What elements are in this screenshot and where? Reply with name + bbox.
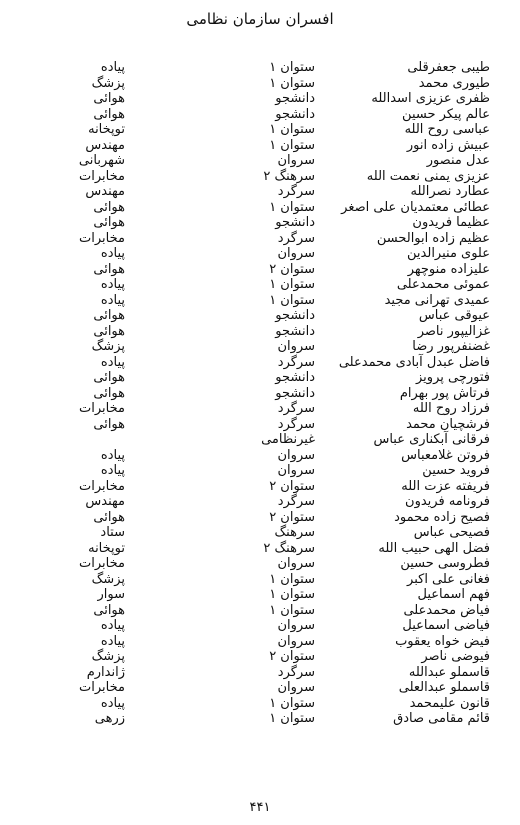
page-number: ۴۴۱ [249,800,271,815]
officer-name: عدل منصور [426,153,490,168]
roster-row [0,355,520,371]
officer-name: عالم پیکر حسین [402,106,490,122]
officer-name: فصیحی عباس [413,525,490,540]
officer-name: عبیش زاده انور [406,137,490,153]
officer-rank: سروان [277,463,315,478]
officer-name: فروتن غلامعباس [401,447,490,463]
roster-row [0,308,520,324]
officer-name: فرشچیان محمد [406,416,490,432]
officer-branch: توپخانه [88,122,125,137]
officer-branch: مخابرات [79,680,125,695]
officer-branch: هوائی [93,215,125,230]
officer-branch: هوائی [93,308,125,323]
officer-branch: مخابرات [79,556,125,571]
officer-branch: پیاده [100,633,125,649]
roster-row [0,138,520,154]
officer-name: عزیزی یمنی نعمت الله [366,168,490,184]
roster-row [0,463,520,479]
officer-rank: ستوان ۱ [269,711,315,726]
officer-name: فاضل عبدل آبادی محمدعلی [338,354,490,370]
officer-branch: هوائی [93,261,125,277]
officer-rank: ستوان ۲ [269,509,315,525]
officer-rank: سرگرد [277,184,315,199]
roster-row [0,401,520,417]
officer-branch: پزشگ [91,75,125,91]
officer-rank: ستوان ۲ [269,649,315,664]
officer-name: علیزاده منوچهر [407,261,490,277]
officer-name: علوی منیرالدین [407,246,490,261]
roster-row [0,324,520,340]
roster-row [0,277,520,293]
officer-rank: ستوان ۱ [269,695,315,711]
officer-rank: ستوان ۱ [269,587,315,602]
officer-name: عمیدی تهرانی مجید [384,292,490,308]
officer-rank: ستوان ۱ [269,60,315,75]
officer-name: فهم اسماعیل [417,587,490,602]
officer-branch: هوائی [93,385,125,401]
officer-rank: ستوان ۱ [269,122,315,137]
officer-rank: سروان [277,633,315,649]
roster-row [0,91,520,107]
officer-branch: پیاده [100,60,125,75]
roster-row [0,339,520,355]
roster-row [0,572,520,588]
officer-name: عظیم زاده ابوالحسن [376,230,490,246]
officer-rank: سرگرد [277,401,315,416]
roster-row [0,76,520,92]
officer-branch: هوائی [93,602,125,618]
roster-row [0,618,520,634]
officer-rank: ستوان ۱ [269,75,315,91]
roster-row [0,246,520,262]
officer-rank: دانشجو [275,106,315,122]
officer-rank: دانشجو [275,385,315,401]
officer-rank: ستوان ۱ [269,137,315,153]
officer-rank: دانشجو [275,91,315,106]
officer-rank: سروان [277,618,315,633]
roster-row [0,603,520,619]
officer-branch: مخابرات [79,478,125,494]
roster-row [0,231,520,247]
officer-branch: مخابرات [79,230,125,246]
roster-row [0,665,520,681]
roster-row [0,525,520,541]
officer-name: فرتاش پور بهرام [399,385,490,401]
officer-branch: مهندس [85,184,125,199]
officer-branch: پیاده [100,695,125,711]
officer-name: طیوری محمد [418,75,490,91]
officer-name: عباسی روح الله [404,122,490,137]
roster-row [0,107,520,123]
officer-branch: ستاد [100,525,125,540]
roster-row [0,184,520,200]
roster-row [0,293,520,309]
officer-branch: هوائی [93,199,125,215]
officer-name: فطروسی حسین [400,556,490,571]
roster-row [0,479,520,495]
roster-row [0,153,520,169]
officer-rank: سرگرد [277,230,315,246]
officer-branch: زرهی [94,711,125,726]
officer-branch: ژاندارم [86,664,125,680]
officer-rank: دانشجو [275,323,315,339]
officer-name: عطارد نصرالله [410,184,490,199]
officer-rank: سروان [277,153,315,168]
roster-row [0,556,520,572]
officer-rank: سروان [277,246,315,261]
officer-name: عموئی محمدعلی [396,277,490,292]
roster-row [0,169,520,185]
roster-row [0,696,520,712]
roster-row [0,60,520,76]
officer-name: فصیح زاده محمود [394,509,490,525]
officer-branch: پیاده [100,463,125,478]
officer-rank: سرگرد [277,416,315,432]
officer-name: قانون علیمحمد [409,695,490,711]
officer-name: فغانی علی اکبر [407,571,490,587]
officer-rank: سروان [277,680,315,695]
officer-branch: پیاده [100,618,125,633]
officer-branch: هوائی [93,509,125,525]
officer-branch: پیاده [100,447,125,463]
officer-name: غزالیپور ناصر [417,323,490,339]
officer-rank: ستوان ۲ [269,261,315,277]
roster-row [0,711,520,727]
roster-row [0,200,520,216]
officer-branch: پیاده [100,292,125,308]
officer-rank: دانشجو [275,215,315,230]
officer-branch: پزشگ [91,571,125,587]
officer-name: فضل الهی حبیب الله [378,540,490,556]
officer-rank: ستوان ۱ [269,571,315,587]
officer-rank: سرهنگ ۲ [263,168,315,184]
officer-rank: غیرنظامی [261,432,315,447]
roster-row [0,386,520,402]
page-title: افسران سازمان نظامی [186,10,334,28]
officer-rank: ستوان ۲ [269,478,315,494]
roster-row [0,122,520,138]
roster-row [0,680,520,696]
officer-name: عطائی معتمدیان علی اصغر [341,199,490,215]
officer-rank: سروان [277,339,315,354]
officer-name: فریفته عزت الله [401,478,490,494]
officer-rank: سرهنگ [274,525,315,540]
officer-rank: دانشجو [275,308,315,323]
officer-branch: هوائی [93,416,125,432]
officer-name: غضنفرپور رضا [412,339,490,354]
officer-name: فیاضی اسماعیل [402,618,490,633]
officer-name: فیوضی ناصر [421,649,490,664]
officer-name: فتورچی پرویز [416,370,490,385]
roster-row [0,432,520,448]
roster-row [0,494,520,510]
officer-name: فرقانی آبکناری عباس [373,432,490,447]
roster-row [0,448,520,464]
officer-rank: سرگرد [277,354,315,370]
officer-name: فرزاد روح الله [412,401,490,416]
roster-row [0,370,520,386]
officer-branch: شهربانی [78,153,125,168]
officer-name: عیوقی عباس [418,308,490,323]
officer-rank: سروان [277,447,315,463]
officer-rank: ستوان ۱ [269,292,315,308]
officer-branch: توپخانه [88,540,125,556]
officer-branch: مخابرات [79,168,125,184]
roster-row [0,634,520,650]
officer-branch: پزشگ [91,339,125,354]
officer-name: قاسملو عبدالله [408,664,490,680]
officer-rank: ستوان ۱ [269,199,315,215]
officer-rank: سرهنگ ۲ [263,540,315,556]
officer-branch: مهندس [85,494,125,509]
officer-roster [0,60,520,727]
officer-name: فیض خواه یعقوب [395,633,490,649]
officer-branch: هوائی [93,91,125,106]
roster-row [0,215,520,231]
roster-row [0,262,520,278]
officer-name: فروید حسین [422,463,490,478]
roster-row [0,541,520,557]
officer-rank: سرگرد [277,494,315,509]
officer-name: عظیما فریدون [412,215,490,230]
officer-name: طیبی جعفرقلی [407,60,490,75]
officer-rank: سرگرد [277,664,315,680]
officer-branch: پیاده [100,246,125,261]
officer-rank: سروان [277,556,315,571]
officer-name: قاسملو عبدالعلی [398,680,490,695]
roster-row [0,417,520,433]
officer-branch: هوائی [93,370,125,385]
officer-rank: دانشجو [275,370,315,385]
officer-name: قائم مقامی صادق [393,711,490,726]
roster-row [0,587,520,603]
officer-name: ظفری عزیزی اسدالله [371,91,490,106]
roster-row [0,649,520,665]
roster-row [0,510,520,526]
officer-rank: ستوان ۱ [269,602,315,618]
officer-branch: هوائی [93,106,125,122]
officer-name: فیاض محمدعلی [403,602,490,618]
officer-branch: پیاده [100,354,125,370]
officer-branch: سوار [97,587,125,602]
officer-rank: ستوان ۱ [269,277,315,292]
officer-branch: پزشگ [91,649,125,664]
officer-name: فرونامه فریدون [405,494,490,509]
officer-branch: مخابرات [79,401,125,416]
officer-branch: مهندس [85,137,125,153]
officer-branch: هوائی [93,323,125,339]
officer-branch: پیاده [100,277,125,292]
